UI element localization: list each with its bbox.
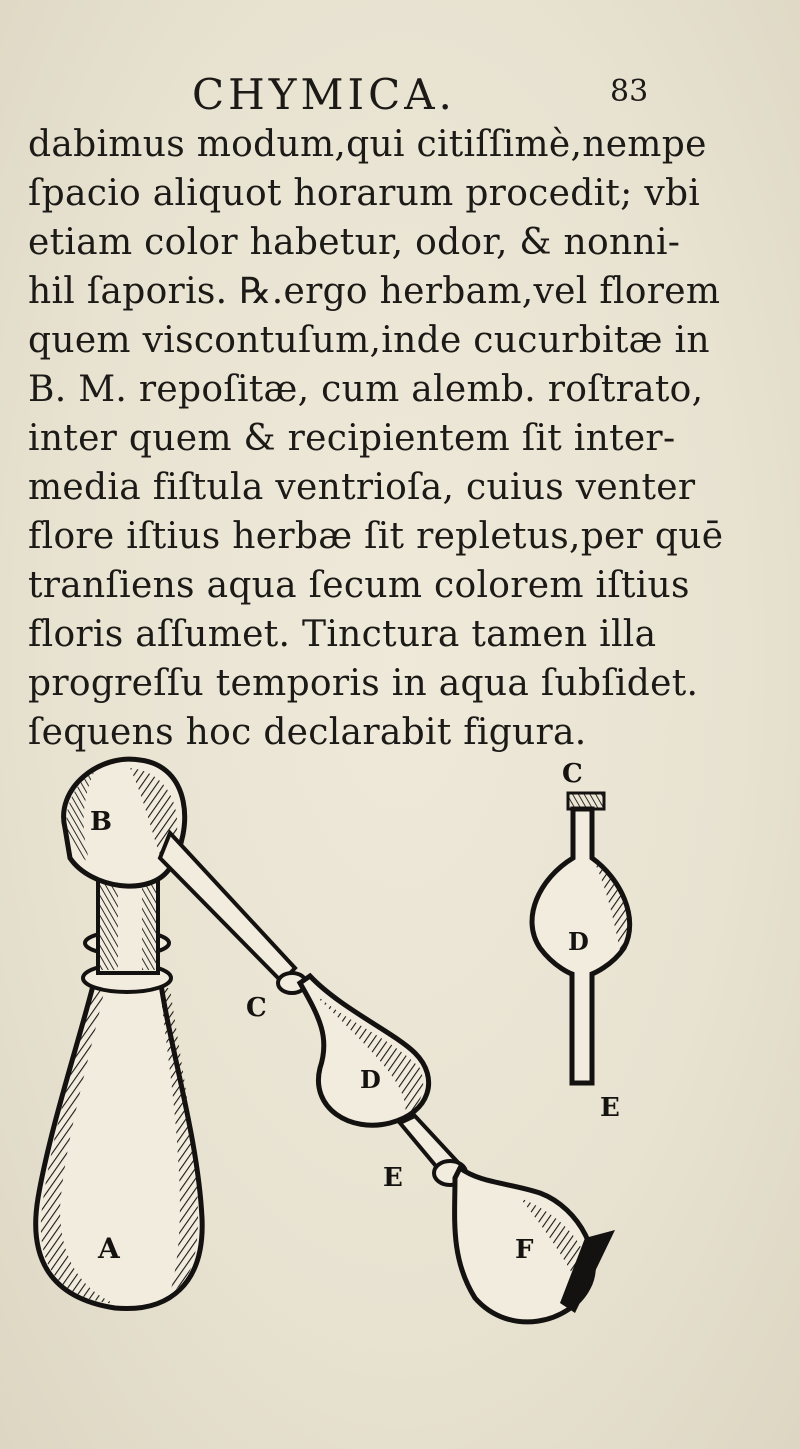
woodcut-figure	[20, 738, 670, 1358]
text-line: tranſiens aqua ſecum colorem iſtius	[28, 565, 690, 606]
receiver-flask	[455, 1168, 615, 1322]
label-d-vessel: D	[568, 927, 589, 956]
text-line: inter quem & recipientem ſit inter-	[28, 418, 676, 459]
label-b: B	[90, 807, 112, 837]
text-line: ſpacio aliquot horarum procedit; vbi	[28, 173, 701, 214]
alembic-beak	[160, 833, 306, 993]
text-line: dabimus modum,qui citiſſimè,nempe	[28, 124, 707, 165]
text-line: ſequens hoc declarabit figura.	[28, 712, 587, 753]
label-f-receiver: F	[515, 1235, 534, 1265]
distillation-woodcut	[20, 738, 670, 1358]
page-number: 83	[610, 74, 649, 109]
text-line: quem viscontuſum,inde cucurbitæ in	[28, 320, 710, 361]
label-a: A	[98, 1232, 120, 1265]
label-e-joint: E	[383, 1163, 403, 1193]
text-line: progreſſu temporis in aqua ſubſidet.	[28, 663, 699, 704]
intermediate-tube	[300, 976, 466, 1185]
label-c-vessel: C	[562, 759, 583, 789]
label-d-bulb: D	[360, 1065, 381, 1094]
running-head	[0, 64, 800, 124]
text-line: media fiſtula ventrioſa, cuius venter	[28, 467, 696, 508]
label-e-vessel: E	[600, 1093, 620, 1123]
running-head-title: CHYMICA.	[192, 70, 456, 119]
text-line: floris aſſumet. Tinctura tamen illa	[28, 614, 657, 655]
label-c-beak: C	[246, 993, 267, 1023]
text-line: hil ſaporis. ℞.ergo herbam,vel florem	[28, 271, 721, 312]
body-text	[28, 120, 724, 757]
text-line: B. M. repoſitæ, cum alemb. roſtrato,	[28, 369, 704, 410]
text-line: etiam color habetur, odor, & nonni-	[28, 222, 681, 263]
text-line: flore iſtius herbæ ſit repletus,per quē	[28, 516, 724, 557]
